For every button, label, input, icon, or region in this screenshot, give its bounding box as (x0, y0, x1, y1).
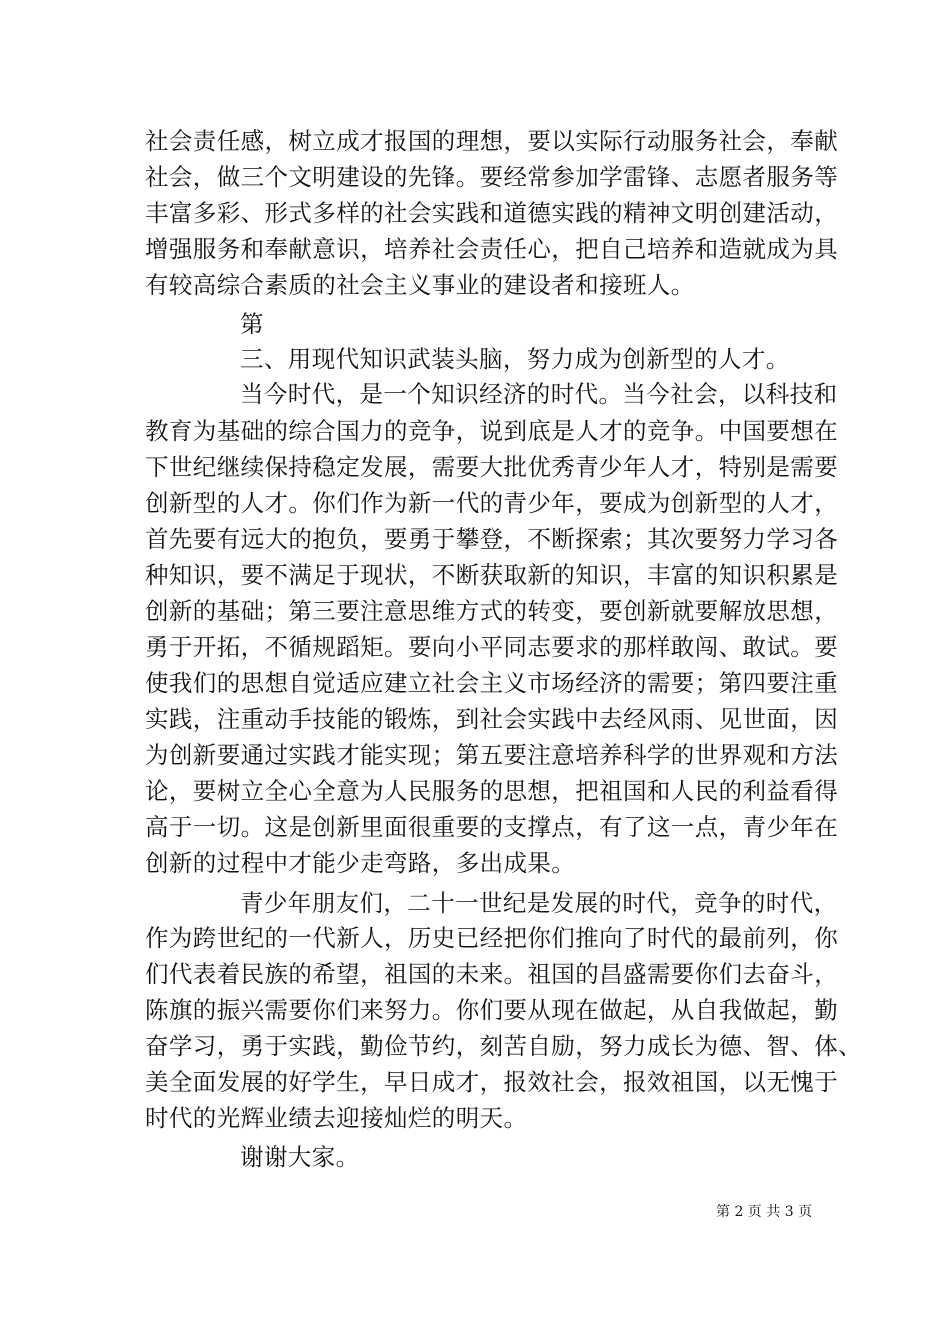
text-line: 为创新要通过实践才能实现；第五要注意培养科学的世界观和方法 (145, 741, 839, 769)
text-line: 有较高综合素质的社会主义事业的建设者和接班人。 (145, 271, 695, 299)
text-line: 丰富多彩、形式多样的社会实践和道德实践的精神文明创建活动， (145, 199, 839, 227)
text-line: 社会责任感，树立成才报国的理想，要以实际行动服务社会，奉献 (145, 127, 839, 155)
text-line: 社会，做三个文明建设的先锋。要经常参加学雷锋、志愿者服务等 (145, 163, 839, 191)
text-line: 教育为基础的综合国力的竞争，说到底是人才的竞争。中国要想在 (145, 417, 839, 445)
text-line: 使我们的思想自觉适应建立社会主义市场经济的需要；第四要注重 (145, 669, 839, 697)
text-line: 创新型的人才。你们作为新一代的青少年，要成为创新型的人才， (145, 489, 839, 517)
text-line: 时代的光辉业绩去迎接灿烂的明天。 (145, 1104, 528, 1132)
text-line: 当今时代，是一个知识经济的时代。当今社会，以科技和 (240, 380, 838, 408)
text-line: 首先要有远大的抱负，要勇于攀登，不断探索；其次要努力学习各 (145, 525, 839, 553)
section-marker: 第 (240, 310, 264, 338)
text-line: 陈旗的振兴需要你们来努力。你们要从现在做起，从自我做起，勤 (145, 996, 839, 1024)
text-line: 下世纪继续保持稳定发展，需要大批优秀青少年人才，特别是需要 (145, 453, 839, 481)
text-line: 创新的过程中才能少走弯路，多出成果。 (145, 849, 576, 877)
text-line: 勇于开拓，不循规蹈矩。要向小平同志要求的那样敢闯、敢试。要 (145, 633, 839, 661)
text-line: 创新的基础；第三要注意思维方式的转变，要创新就要解放思想， (145, 597, 839, 625)
text-line: 美全面发展的好学生，早日成才，报效社会，报效祖国，以无愧于 (145, 1068, 839, 1096)
text-line: 增强服务和奉献意识，培养社会责任心，把自己培养和造就成为具 (145, 235, 839, 263)
page-number-footer: 第 2 页 共 3 页 (716, 1204, 813, 1220)
text-line: 实践，注重动手技能的锻炼，到社会实践中去经风雨、见世面，因 (145, 705, 839, 733)
text-line: 们代表着民族的希望，祖国的未来。祖国的昌盛需要你们去奋斗， (145, 960, 839, 988)
text-line: 青少年朋友们，二十一世纪是发展的时代，竞争的时代， (240, 889, 838, 917)
text-line: 高于一切。这是创新里面很重要的支撑点，有了这一点，青少年在 (145, 813, 839, 841)
text-line: 奋学习，勇于实践，勤俭节约，刻苦自励，努力成长为德、智、体、 (145, 1032, 862, 1060)
text-line: 作为跨世纪的一代新人，历史已经把你们推向了时代的最前列，你 (145, 924, 839, 952)
text-line: 论，要树立全心全意为人民服务的思想，把祖国和人民的利益看得 (145, 777, 839, 805)
text-line: 种知识，要不满足于现状，不断获取新的知识，丰富的知识积累是 (145, 561, 839, 589)
section-heading: 三、用现代知识武装头脑，努力成为创新型的人才。 (240, 345, 790, 373)
closing-line: 谢谢大家。 (240, 1143, 360, 1171)
